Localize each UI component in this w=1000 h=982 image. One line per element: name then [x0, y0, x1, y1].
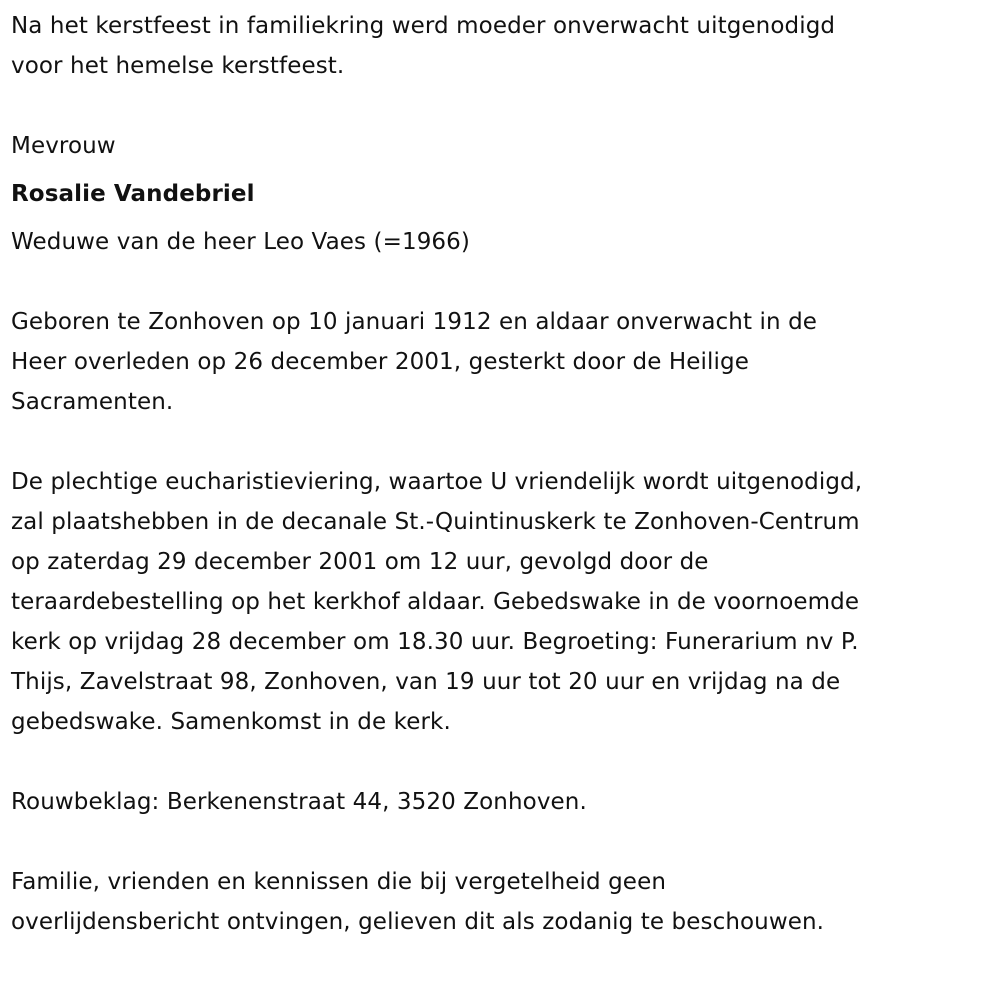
- obituary-document: [11, 6, 862, 982]
- text-line: op zaterdag 29 december 2001 om 12 uur, gevolgd door de: [11, 549, 709, 575]
- deceased-name: [11, 174, 862, 214]
- text-line: kerk op vrijdag 28 december om 18.30 uur. Begroeting: Funerarium nv P.: [11, 629, 859, 655]
- text-line: overlijdensbericht ontvingen, gelieven dit als zodanig te beschouwen.: [11, 909, 825, 935]
- intro-paragraph: [11, 6, 862, 86]
- text-line: gebedswake. Samenkomst in de kerk.: [11, 709, 451, 735]
- text-line: voor het hemelse kerstfeest.: [11, 53, 345, 79]
- salutation: [11, 126, 862, 166]
- text-line: De plechtige eucharistieviering, waartoe U vriendelijk wordt uitgenodigd,: [11, 469, 863, 495]
- widow-line: [11, 222, 862, 262]
- text-line: zal plaatshebben in de decanale St.-Quintinuskerk te Zonhoven-Centrum: [11, 509, 860, 535]
- text-line: Familie, vrienden en kennissen die bij vergetelheid geen: [11, 869, 666, 895]
- text-line: Weduwe van de heer Leo Vaes (=1966): [11, 229, 470, 255]
- text-line: Rouwbeklag: Berkenenstraat 44, 3520 Zonhoven.: [11, 789, 587, 815]
- text-line: Heer overleden op 26 december 2001, gesterkt door de Heilige: [11, 349, 749, 375]
- text-line: Geboren te Zonhoven op 10 januari 1912 en aldaar onverwacht in de: [11, 309, 818, 335]
- text-line: Na het kerstfeest in familiekring werd moeder onverwacht uitgenodigd: [11, 13, 836, 39]
- ceremony-paragraph: [11, 462, 862, 742]
- birth-paragraph: [11, 302, 862, 422]
- condolences-paragraph: [11, 782, 862, 822]
- text-line: Rosalie Vandebriel: [11, 181, 255, 207]
- text-line: Sacramenten.: [11, 389, 174, 415]
- text-line: teraardebestelling op het kerkhof aldaar. Gebedswake in de voornoemde: [11, 589, 860, 615]
- text-line: Thijs, Zavelstraat 98, Zonhoven, van 19 uur tot 20 uur en vrijdag na de: [11, 669, 841, 695]
- text-line: Mevrouw: [11, 133, 116, 159]
- closing-paragraph: [11, 862, 862, 942]
